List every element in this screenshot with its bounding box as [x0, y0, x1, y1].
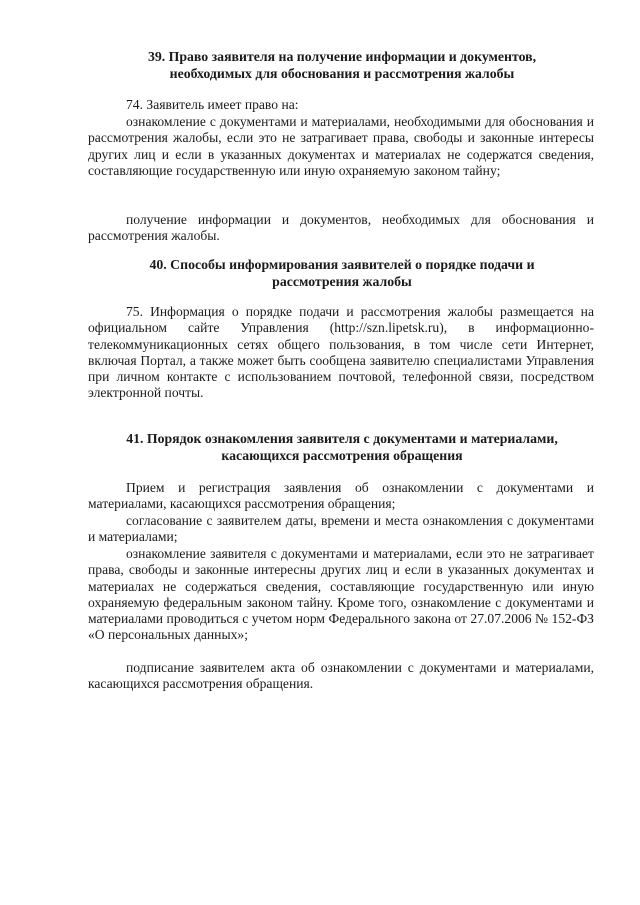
- section-39-heading-line-1: 39. Право заявителя на получение информации и документов,: [147, 49, 537, 64]
- paragraph-74-item-1: [88, 114, 594, 179]
- section-41-item-1-text: Прием и регистрация заявления об ознакомлении с документами и материалами, касающихся рассмотрения обращения;: [88, 480, 594, 512]
- paragraph-74-item-1-text: ознакомление с документами и материалами, необходимыми для обоснования и рассмотрения жалобы, если это не затрагивает права, свободы и законные интересы других лиц и если в указанных документах и материалах не содержатся сведения, составляющие государственную или иную охраняемую законом тайну;: [88, 114, 594, 178]
- paragraph-74-intro: [88, 97, 594, 113]
- paragraph-75: [88, 304, 594, 402]
- section-41-heading-line-1: 41. Порядок ознакомления заявителя с документами и материалами,: [126, 431, 558, 446]
- paragraph-74-item-2-text: получение информации и документов, необходимых для обоснования и рассмотрения жалобы.: [88, 212, 594, 244]
- section-41-item-4: [88, 660, 594, 693]
- section-41-item-2-text: согласование с заявителем даты, времени и места ознакомления с документами и материалами;: [88, 513, 594, 545]
- section-41-heading: [90, 431, 594, 464]
- section-41-item-3-text: ознакомление заявителя с документами и материалами, если это не затрагивает права, свободы и законные интересны других лиц и если в указанных документах и материалах не содержаться сведения, составляющие государственную или иную охраняемую федеральным законом тайну. Кроме того, ознакомление с документами и материалами проводиться с учетом норм Федерального закона от 27.07.2006 № 152-ФЗ «О персональных данных»;: [88, 546, 594, 643]
- section-39-heading: [90, 49, 594, 82]
- section-41-item-3: [88, 546, 594, 644]
- section-41-heading-line-2: касающихся рассмотрения обращения: [221, 447, 463, 463]
- section-39-heading-line-2: необходимых для обоснования и рассмотрения жалобы: [169, 65, 515, 81]
- paragraph-74-intro-text: 74. Заявитель имеет право на:: [126, 97, 299, 112]
- section-40-heading-line-1: 40. Способы информирования заявителей о порядке подачи и: [149, 257, 535, 272]
- section-40-heading-line-2: рассмотрения жалобы: [272, 273, 412, 289]
- paragraph-75-text: 75. Информация о порядке подачи и рассмотрения жалобы размещается на официальном сайте Управления (http://szn.lipetsk.ru), в информационно-телекоммуникационных сетях общего пользования, в том числе сети Интернет, включая Портал, а также может быть сообщена заявителю специалистами Управления при личном контакте с использованием почтовой, телефонной связи, посредством электронной почты.: [88, 304, 594, 401]
- section-41-item-2: [88, 513, 594, 546]
- section-40-heading: [90, 257, 594, 290]
- section-41-item-4-text: подписание заявителем акта об ознакомлении с документами и материалами, касающихся рассмотрения обращения.: [88, 660, 594, 692]
- section-41-item-1: [88, 480, 594, 513]
- paragraph-74-item-2: [88, 212, 594, 245]
